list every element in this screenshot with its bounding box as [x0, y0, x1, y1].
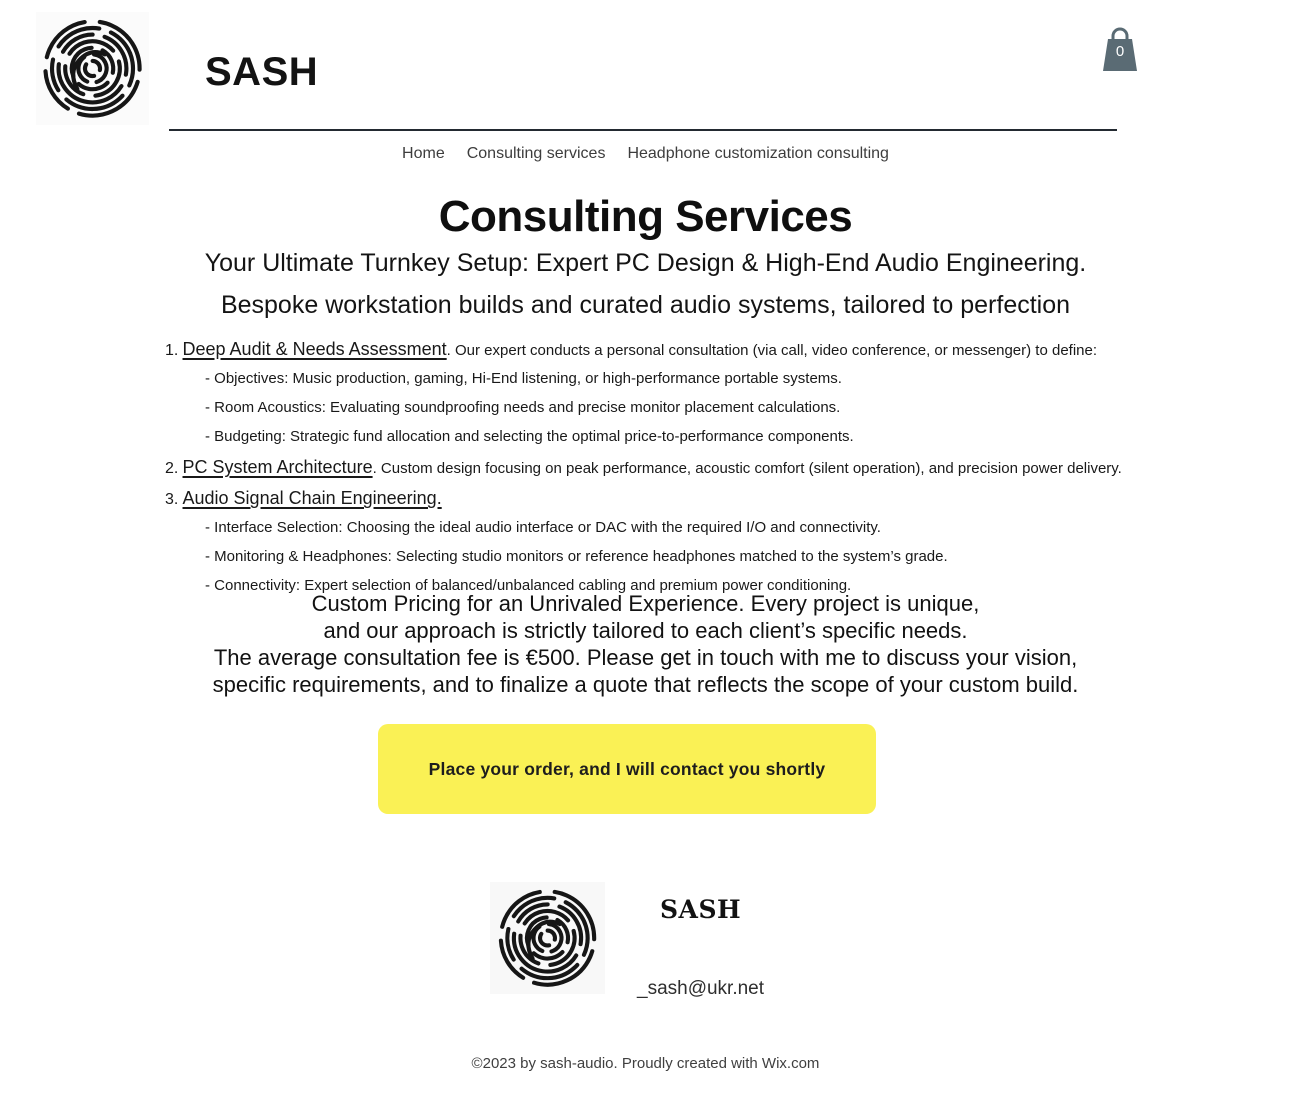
list-item [165, 337, 1150, 363]
list-item [165, 486, 1150, 512]
site-logo[interactable] [36, 12, 149, 125]
footer-email-link[interactable]: _sash@ukr.net [637, 978, 765, 999]
main-nav [0, 145, 1291, 163]
place-order-button[interactable] [378, 724, 876, 814]
list-item [165, 455, 1150, 481]
services-list [165, 337, 1150, 604]
list-item-number: 3. [165, 491, 179, 508]
list-item-number: 1. [165, 342, 179, 359]
pricing-text [0, 590, 1291, 698]
header-divider [169, 129, 1117, 131]
pricing-line: specific requirements, and to finalize a quote that reflects the scope of your custom build. [212, 672, 1079, 697]
fingerprint-logo-icon [36, 12, 149, 125]
subtitle-line-2: Bespoke workstation builds and curated audio systems, tailored to perfection [220, 291, 1071, 319]
list-item-title: Audio Signal Chain Engineering. [182, 488, 442, 508]
pricing-line: and our approach is strictly tailored to each client’s specific needs. [323, 618, 968, 643]
footer-copyright: ©2023 by sash-audio. Proudly created with Wix.com [471, 1055, 820, 1072]
footer-logo [490, 882, 605, 994]
footer-brand: SASH [660, 895, 742, 924]
nav-item-consulting-services[interactable]: Consulting services [466, 145, 606, 162]
pricing-line: Custom Pricing for an Unrivaled Experience. Every project is unique, [311, 591, 980, 616]
list-subitem: - Budgeting: Strategic fund allocation and selecting the optimal price-to-performance components. [205, 428, 854, 445]
list-subitem: - Interface Selection: Choosing the ideal audio interface or DAC with the required I/O and connectivity. [205, 519, 881, 536]
list-item-number: 2. [165, 460, 179, 477]
cart-count: 0 [1115, 43, 1125, 60]
nav-item-headphone-customization[interactable]: Headphone customization consulting [627, 145, 889, 162]
subtitle-line-1: Your Ultimate Turnkey Setup: Expert PC Design & High-End Audio Engineering. [204, 249, 1087, 277]
list-subitem: - Objectives: Music production, gaming, Hi-End listening, or high-performance portable systems. [205, 370, 842, 387]
list-item-text: . Custom design focusing on peak performance, acoustic comfort (silent operation), and precision power delivery. [372, 460, 1122, 477]
page-title: Consulting Services [438, 192, 853, 241]
site-title: SASH [205, 50, 319, 94]
list-item-text: . Our expert conducts a personal consultation (via call, video conference, or messenger) to define: [446, 342, 1098, 359]
list-subitem: - Monitoring & Headphones: Selecting studio monitors or reference headphones matched to the system’s grade. [205, 548, 948, 565]
pricing-line: The average consultation fee is €500. Please get in touch with me to discuss your vision, [213, 645, 1078, 670]
nav-item-home[interactable]: Home [402, 145, 445, 162]
list-item-title: Deep Audit & Needs Assessment [182, 339, 447, 359]
list-subitem: - Connectivity: Expert selection of balanced/unbalanced cabling and premium power conditioning. [205, 577, 852, 594]
list-subitem: - Room Acoustics: Evaluating soundproofing needs and precise monitor placement calculations. [205, 399, 841, 416]
fingerprint-logo-icon [490, 882, 605, 994]
list-item-title: PC System Architecture [182, 457, 373, 477]
place-order-button-label: Place your order, and I will contact you shortly [428, 758, 826, 779]
cart-button[interactable] [1102, 26, 1138, 72]
